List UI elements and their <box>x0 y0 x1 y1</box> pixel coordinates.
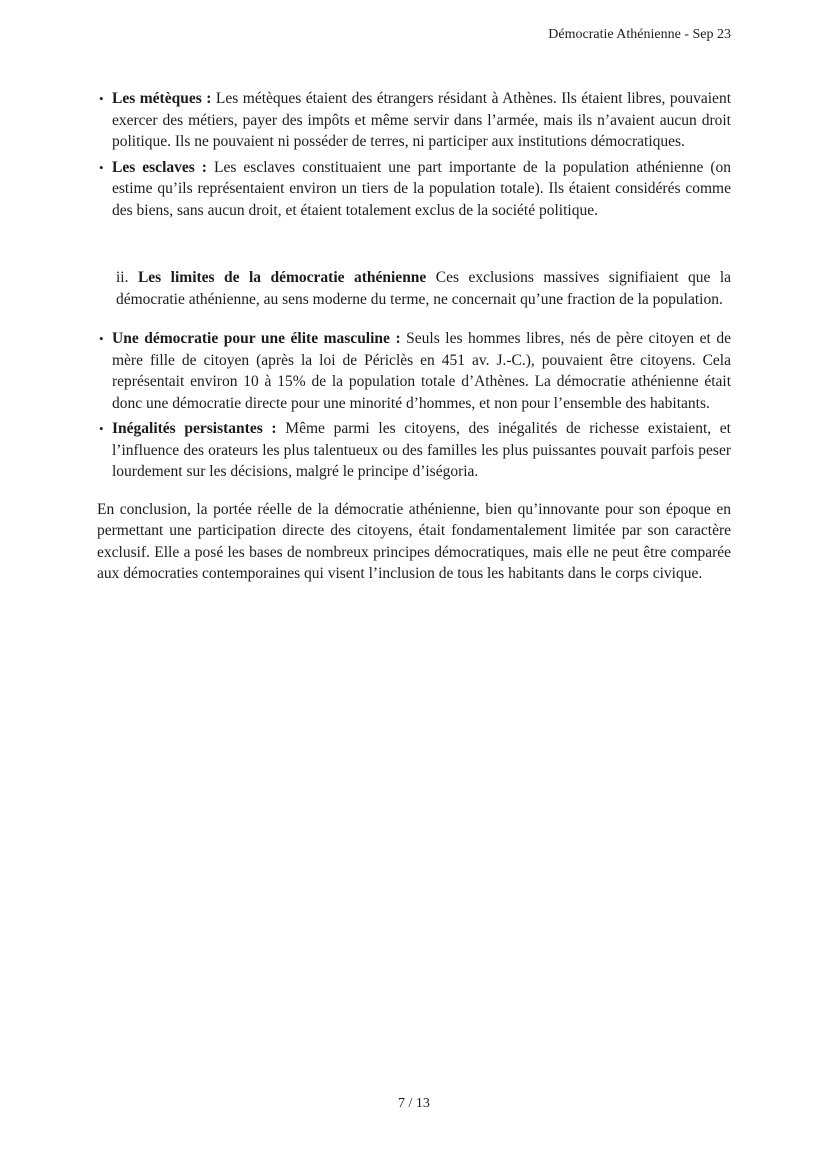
list-item-lead: Une démocratie pour une élite masculine : <box>112 330 401 347</box>
conclusion-paragraph: En conclusion, la portée réelle de la démocratie athénienne, bien qu’innovante pour son époque en permettant une participation directe des citoyens, était fondamentalement limitée par son caractère exclusif. Elle a posé les bases de nombreux principes démocratiques, mais elle ne peut être comparée aux démocraties contemporaines qui visent l’inclusion de tous les habitants dans le corps civique. <box>97 500 731 582</box>
page-number: 7 / 13 <box>398 1096 430 1111</box>
section-intro-text: Ces exclusions massives signifiaient que la démocratie athénienne, au sens moderne du terme, ne concernait qu’une fraction de la population. <box>116 269 732 308</box>
bullet-icon: • <box>99 91 104 106</box>
bullet-icon: • <box>99 159 104 175</box>
limits-list <box>97 328 731 483</box>
list-item-lead: Les esclaves : <box>112 158 207 176</box>
list-item-text <box>112 157 731 222</box>
list-item-lead: Inégalités persistantes : <box>112 420 277 437</box>
list-item-lead: Les métèques : <box>112 90 212 107</box>
list-item-body: Les esclaves constituaient une part importante de la population athénienne (on estime qu’ils représentaient environ un tiers de la population totale). Ils étaient considérés comme des biens, sans aucun droit, et étaient totalement exclus de la société politique. <box>112 158 732 219</box>
bullet-icon: • <box>99 331 104 346</box>
list-item-elite-masculine <box>97 328 731 414</box>
list-item-text <box>112 88 731 153</box>
list-item-text <box>112 418 731 483</box>
header-title: Démocratie Athénienne - Sep 23 <box>548 27 731 42</box>
limits-section-paragraph <box>116 267 731 310</box>
list-item-body: Même parmi les citoyens, des inégalités de richesse existaient, et l’influence des orateurs les plus talentueux ou des familles les plus puissantes pouvait parfois peser lourdement sur les décisions, malgré le principe d’iségoria. <box>112 420 731 480</box>
section-title: Les limites de la démocratie athénienne <box>137 269 427 286</box>
list-item-body: Seuls les hommes libres, nés de père citoyen et de mère fille de citoyen (après la loi de Périclès en 451 av. J.-C.), pouvaient être citoyens. Cela représentait environ 10 à 15% de la population totale d’Athènes. La démocratie athénienne était donc une démocratie directe pour une minorité d’hommes, et non pour l’ensemble des habitants. <box>112 330 732 412</box>
page-content <box>97 0 731 585</box>
list-item-inegalites <box>97 418 731 483</box>
bullet-icon: • <box>99 421 104 436</box>
section-numeral: ii. <box>116 269 129 286</box>
list-item-text <box>112 328 731 414</box>
exclusions-list <box>97 88 731 221</box>
page-footer <box>0 1095 828 1113</box>
list-item-body: Les métèques étaient des étrangers résidant à Athènes. Ils étaient libres, pouvaient exercer des métiers, payer des impôts et même servir dans l’armée, mais ils n’avaient aucun droit politique. Ils ne pouvaient ni posséder de terres, ni participer aux institutions démocratiques. <box>112 90 731 150</box>
list-item-esclaves <box>97 157 731 222</box>
list-item-meteques <box>97 88 731 153</box>
